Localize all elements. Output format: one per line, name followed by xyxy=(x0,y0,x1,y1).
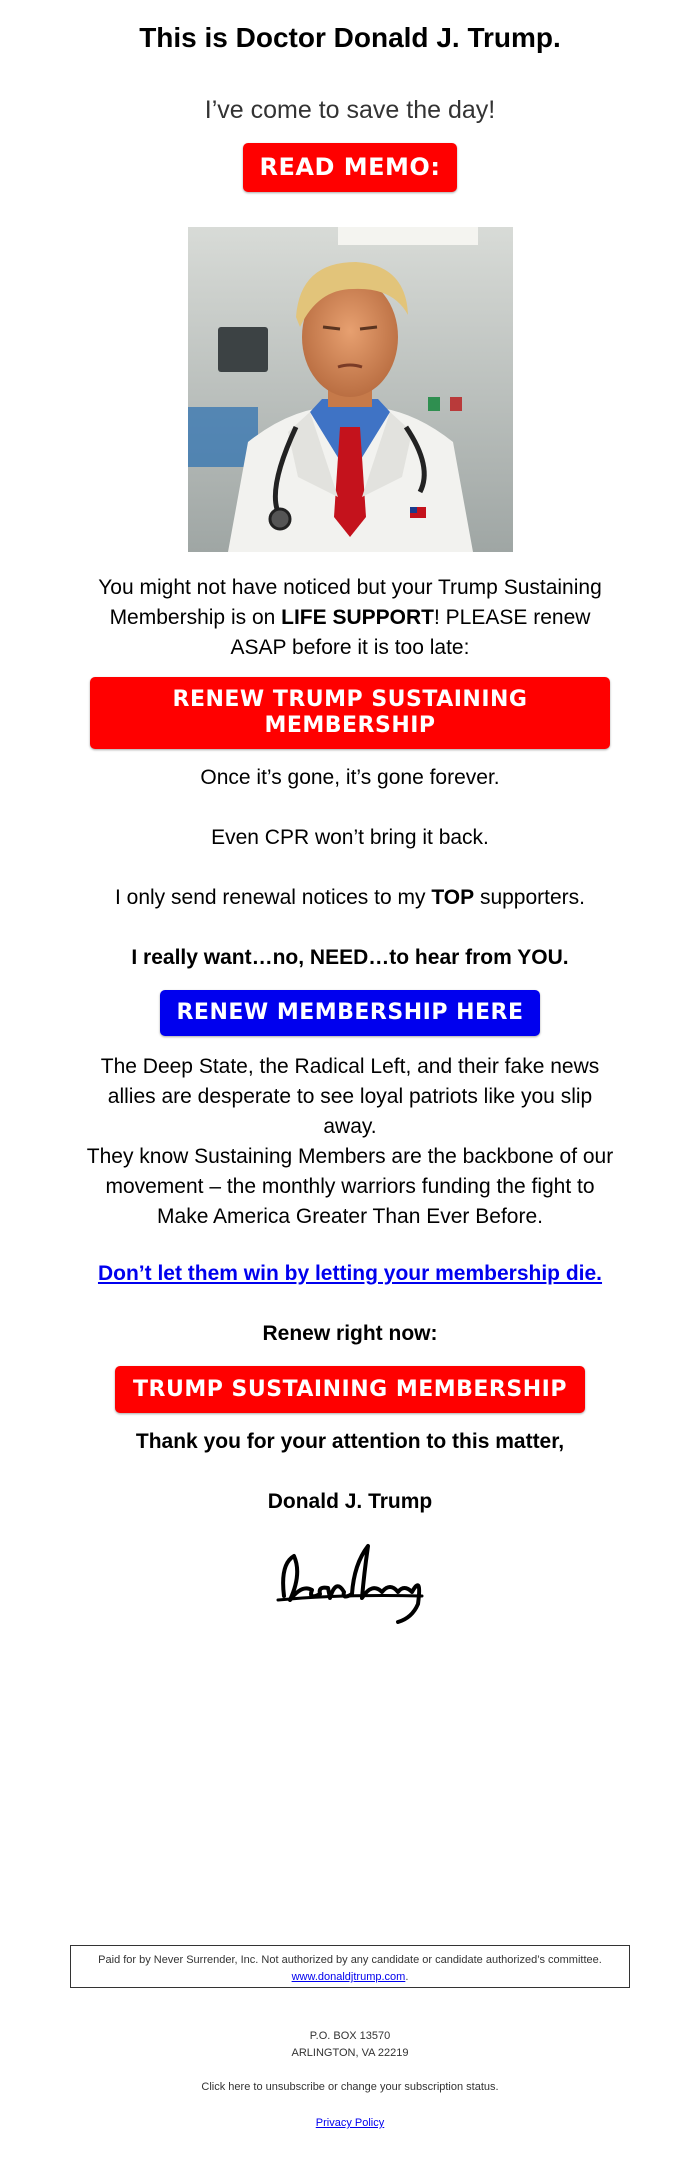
po-box: P.O. BOX 13570 xyxy=(309,2030,391,2042)
privacy-row xyxy=(0,2117,700,2129)
city-address: ARLINGTON, VA 22219 xyxy=(291,2047,409,2059)
doctor-portrait-image xyxy=(188,227,513,552)
backbone-paragraph: They know Sustaining Members are the backbone of our movement – the monthly warriors funding the fight to Make America Greater Than Ever Before. xyxy=(86,1145,614,1228)
need-to-hear-text: I really want…no, NEED…to hear from YOU. xyxy=(131,946,569,969)
signature-image xyxy=(272,1534,432,1624)
page-title: This is Doctor Donald J. Trump. xyxy=(139,22,561,53)
disclaimer-text: Paid for by Never Surrender, Inc. Not authorized by any candidate or candidate authorized’s committee. xyxy=(98,1954,602,1966)
dont-let-them-win-link[interactable]: Don’t let them win by letting your membership die. xyxy=(97,1262,603,1285)
website-link[interactable]: www.donaldjtrump.com xyxy=(291,1971,406,1983)
thank-you-text: Thank you for your attention to this matter, xyxy=(135,1430,565,1453)
disclaimer-box: Paid for by Never Surrender, Inc. Not authorized by any candidate or candidate authorized’s committee. www.donaldjtrump.com. xyxy=(70,1945,630,1988)
renew-now-text: Renew right now: xyxy=(262,1322,438,1345)
deep-state-paragraph: The Deep State, the Radical Left, and their fake news allies are desperate to see loyal patriots like you slip away. xyxy=(100,1055,600,1138)
trump-sustaining-button[interactable]: TRUMP SUSTAINING MEMBERSHIP xyxy=(115,1366,585,1413)
gone-forever-text: Once it’s gone, it’s gone forever. xyxy=(200,766,500,789)
subtitle: I’ve come to save the day! xyxy=(204,96,496,124)
signer-name: Donald J. Trump xyxy=(267,1490,433,1513)
top-supporters-text: I only send renewal notices to my TOP supporters. xyxy=(114,886,585,909)
unsubscribe-link[interactable]: Click here to unsubscribe or change your subscription status. xyxy=(201,2081,499,2093)
dont-let-them-win-row xyxy=(0,1262,700,1286)
renew-membership-button[interactable]: RENEW MEMBERSHIP HERE xyxy=(160,990,540,1036)
renew-sustaining-button[interactable]: RENEW TRUMP SUSTAINING MEMBERSHIP xyxy=(90,677,610,749)
privacy-policy-link[interactable]: Privacy Policy xyxy=(315,2117,385,2129)
life-support-paragraph: You might not have noticed but your Trump Sustaining Membership is on LIFE SUPPORT! PLEASE renew ASAP before it is too late: xyxy=(98,576,602,659)
cpr-text: Even CPR won’t bring it back. xyxy=(211,826,489,849)
read-memo-button[interactable]: READ MEMO: xyxy=(243,143,457,192)
